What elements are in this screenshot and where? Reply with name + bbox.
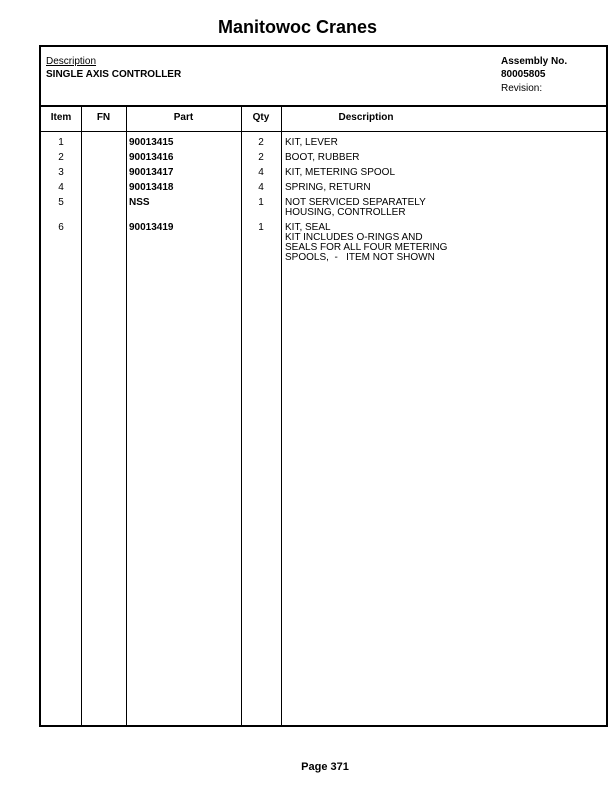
row-qty: 1 bbox=[258, 222, 264, 233]
column-divider bbox=[81, 107, 82, 725]
column-divider bbox=[281, 107, 282, 725]
column-header-qty: Qty bbox=[252, 112, 270, 123]
row-description: SPRING, RETURN bbox=[285, 182, 371, 193]
row-part-number: 90013416 bbox=[129, 152, 174, 163]
page-number: Page 371 bbox=[301, 761, 349, 773]
assembly-number: 80005805 bbox=[501, 69, 546, 80]
row-item: 2 bbox=[58, 152, 64, 163]
revision-label: Revision: bbox=[501, 83, 543, 94]
row-part-number: 90013415 bbox=[129, 137, 174, 148]
row-part-number: NSS bbox=[129, 197, 150, 208]
row-description: KIT, LEVER bbox=[285, 137, 338, 148]
row-qty: 1 bbox=[258, 197, 264, 208]
row-item: 1 bbox=[58, 137, 64, 148]
column-header-part: Part bbox=[173, 112, 194, 123]
row-qty: 4 bbox=[258, 167, 264, 178]
row-part-number: 90013417 bbox=[129, 167, 174, 178]
row-item: 3 bbox=[58, 167, 64, 178]
description-value: SINGLE AXIS CONTROLLER bbox=[46, 69, 182, 80]
column-header-item: Item bbox=[50, 112, 72, 123]
row-description: BOOT, RUBBER bbox=[285, 152, 360, 163]
row-item: 5 bbox=[58, 197, 64, 208]
column-divider bbox=[126, 107, 127, 725]
description-label: Description bbox=[46, 56, 97, 67]
row-description: NOT SERVICED SEPARATELY HOUSING, CONTROLLER bbox=[285, 197, 426, 218]
row-part-number: 90013418 bbox=[129, 182, 174, 193]
row-item: 6 bbox=[58, 222, 64, 233]
parts-list-frame bbox=[39, 45, 608, 727]
row-description: KIT, METERING SPOOL bbox=[285, 167, 396, 178]
column-header-fn: FN bbox=[96, 112, 111, 123]
row-qty: 2 bbox=[258, 137, 264, 148]
assembly-label: Assembly No. bbox=[501, 56, 568, 67]
row-description: KIT, SEAL KIT INCLUDES O-RINGS AND SEALS FOR ALL FOUR METERING SPOOLS, - ITEM NOT SHOWN bbox=[285, 222, 448, 263]
column-header-description: Description bbox=[338, 112, 394, 123]
page-title: Manitowoc Cranes bbox=[217, 17, 378, 37]
row-qty: 4 bbox=[258, 182, 264, 193]
row-part-number: 90013419 bbox=[129, 222, 174, 233]
row-qty: 2 bbox=[258, 152, 264, 163]
row-item: 4 bbox=[58, 182, 64, 193]
